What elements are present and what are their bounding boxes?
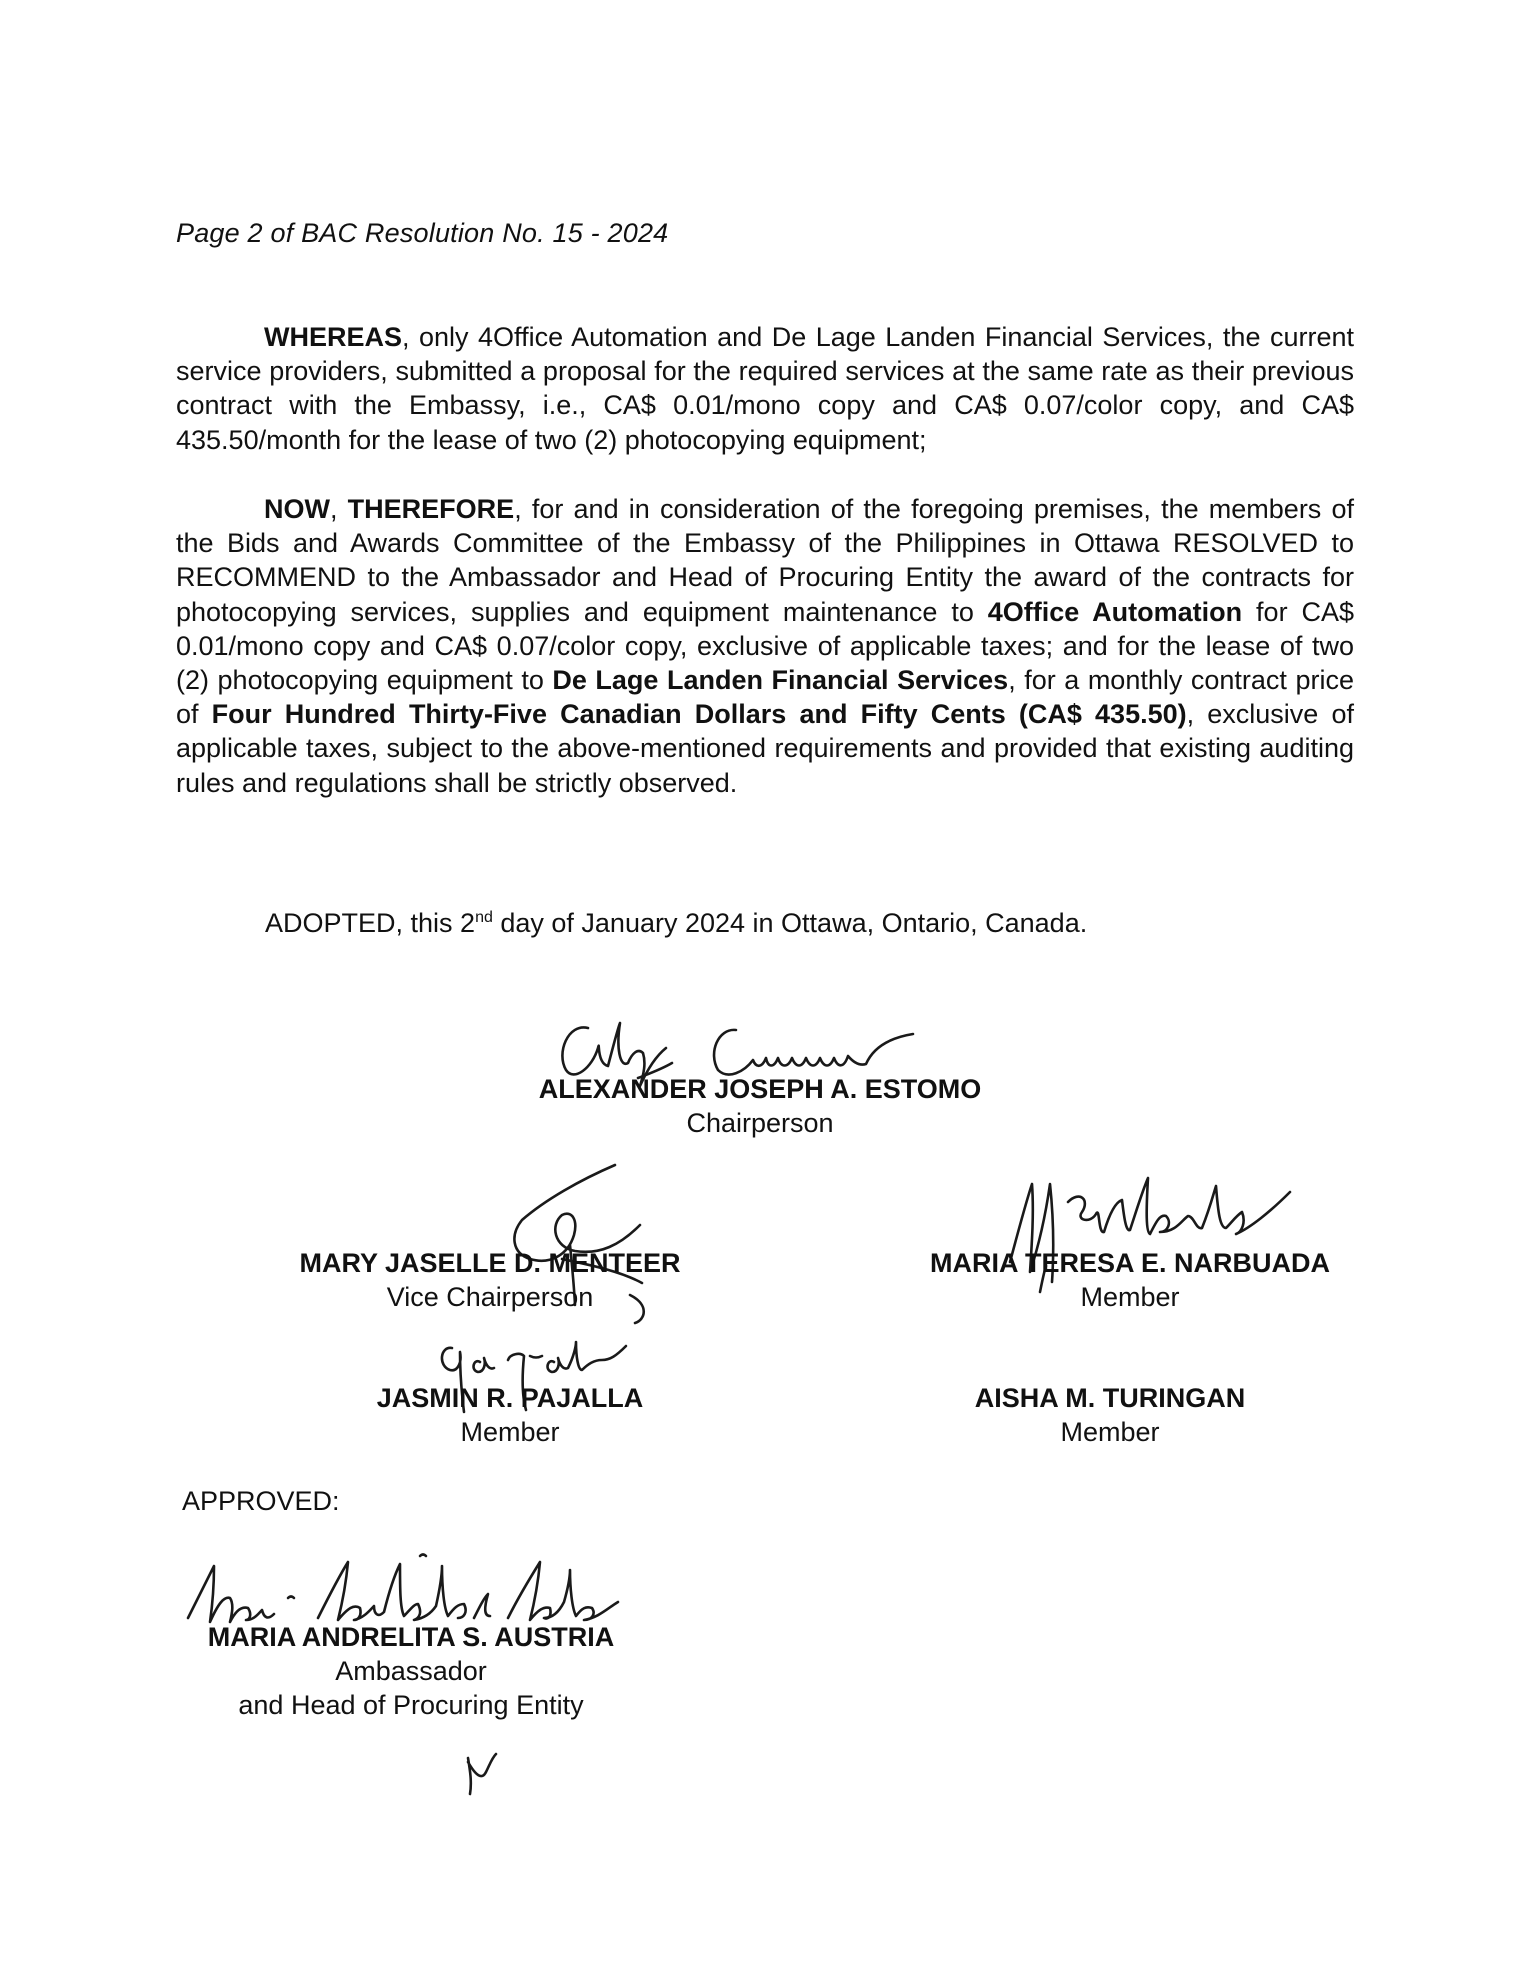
contract-price: Four Hundred Thirty-Five Canadian Dollars and Fifty Cents (CA$ 435.50) xyxy=(211,699,1187,730)
adopted-pre: ADOPTED, this 2 xyxy=(265,908,476,938)
ambassador-role-2: and Head of Procuring Entity xyxy=(238,1690,584,1720)
turingan-signature-block xyxy=(850,1381,1370,1449)
therefore-lead: THEREFORE xyxy=(347,494,515,524)
awardee-de-lage-landen: De Lage Landen Financial Services xyxy=(552,665,1009,696)
whereas-paragraph xyxy=(176,320,1354,457)
now-lead: NOW xyxy=(264,494,330,524)
resolution-text-1: , for and in consideration of the foregoing premises, the members of the Bids and Awards Committee of the Embassy of the Philippines in Ottawa RESOLVED to RECOMMEND to the Ambassador and Head of Procuring Entity the award of the contracts for photocopying services, supplies and equipment maintenance to xyxy=(176,494,1354,627)
resolution-text-2: for CA$ 0.01/mono copy and CA$ 0.07/color copy, exclusive of applicable taxes; and for the lease of two (2) photocopying equipment to xyxy=(176,596,1354,696)
adopted-post: day of January 2024 in Ottawa, Ontario, Canada. xyxy=(492,908,1088,938)
chair-role: Chairperson xyxy=(686,1108,834,1138)
pajalla-signature-block xyxy=(250,1381,770,1449)
whereas-body: , only 4Office Automation and De Lage Landen Financial Services, the current service providers, submitted a proposal for the required services at the same rate as their previous contract with the Embassy, i.e., CA$ 0.01/mono copy and CA$ 0.07/color copy, and CA$ 435.50/month for the lease of two (2) photocopying equipment; xyxy=(176,322,1354,455)
pajalla-name: JASMIN R. PAJALLA xyxy=(376,1383,644,1413)
adopted-statement xyxy=(265,908,1087,939)
ambassador-signature-block xyxy=(176,1620,646,1722)
pajalla-role: Member xyxy=(460,1417,560,1447)
narbuada-signature-block xyxy=(850,1246,1410,1314)
resolution-text-3: , for a monthly contract price of xyxy=(176,665,1354,730)
initial-mark-icon xyxy=(462,1750,502,1800)
vice-chair-role: Vice Chairperson xyxy=(386,1282,594,1312)
vice-chair-signature-block xyxy=(230,1246,750,1314)
awardee-4office: 4Office Automation xyxy=(987,596,1243,627)
adopted-ordinal: nd xyxy=(475,909,493,926)
resolution-text-4: , exclusive of applicable taxes, subject to the above-mentioned requirements and provided that existing auditing rules and regulations shall be strictly observed. xyxy=(176,699,1354,798)
chair-name: ALEXANDER JOSEPH A. ESTOMO xyxy=(538,1074,982,1104)
turingan-name: AISHA M. TURINGAN xyxy=(974,1383,1246,1413)
narbuada-role: Member xyxy=(1080,1282,1180,1312)
approved-label: APPROVED: xyxy=(182,1486,340,1516)
vice-chair-name: MARY JASELLE D. MENTEER xyxy=(299,1248,681,1278)
whereas-lead: WHEREAS xyxy=(264,322,403,352)
chair-signature-block xyxy=(460,1072,1060,1140)
now-therefore-paragraph xyxy=(176,492,1354,800)
page-header: Page 2 of BAC Resolution No. 15 - 2024 xyxy=(176,218,669,248)
ambassador-role: Ambassador xyxy=(335,1656,487,1686)
narbuada-name: MARIA TERESA E. NARBUADA xyxy=(929,1248,1330,1278)
ambassador-name: MARIA ANDRELITA S. AUSTRIA xyxy=(207,1622,615,1652)
now-separator: , xyxy=(329,494,348,524)
turingan-role: Member xyxy=(1060,1417,1160,1447)
